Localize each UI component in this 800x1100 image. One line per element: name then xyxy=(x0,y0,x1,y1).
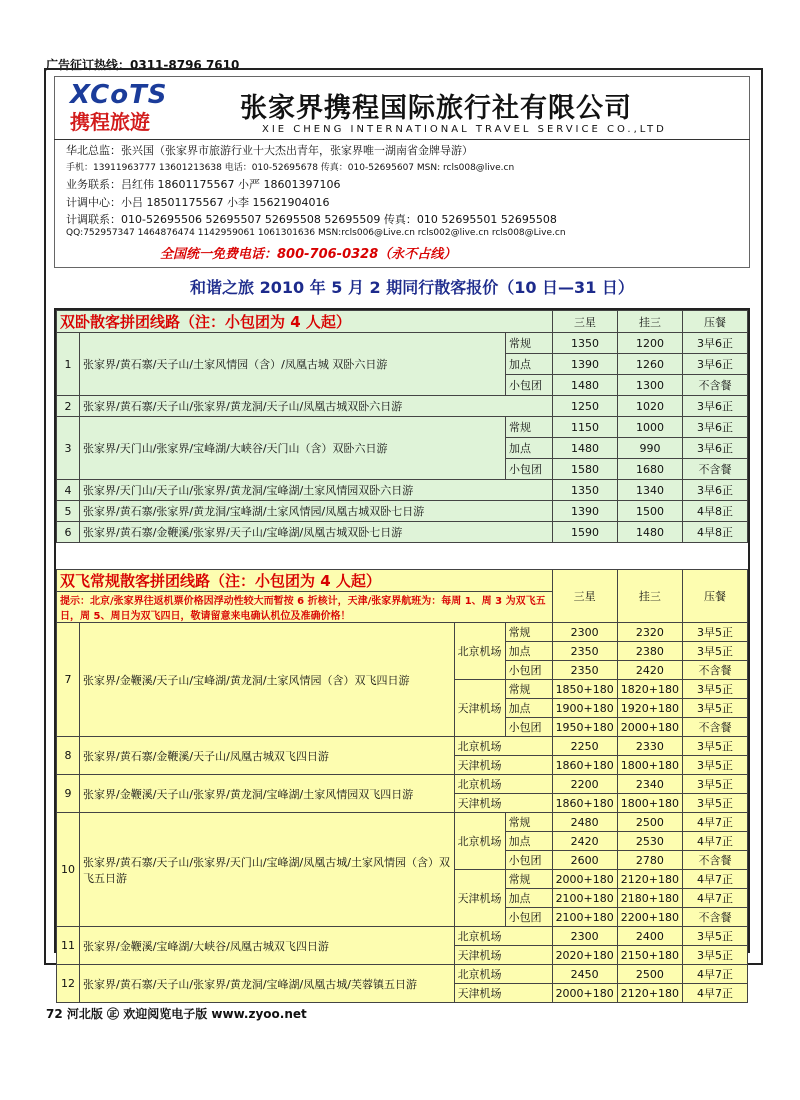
route-name: 张家界/黄石寨/张家界/黄龙洞/宝峰湖/土家风情园/凤凰古城双卧七日游 xyxy=(80,501,553,522)
price-cell: 1000 xyxy=(618,417,683,438)
row-number: 5 xyxy=(57,501,80,522)
tier-label: 加点 xyxy=(505,832,552,851)
price-cell: 2420 xyxy=(617,661,682,680)
contact-line: 业务联系：吕红伟 18601175567 小严 18601397106 xyxy=(66,178,341,191)
company-name: 张家界携程国际旅行社有限公司 xyxy=(240,93,632,124)
tier-label: 小包团 xyxy=(506,459,553,480)
divider xyxy=(54,139,750,140)
price-cell: 2020+180 xyxy=(552,946,617,965)
price-cell: 1480 xyxy=(618,522,683,543)
price-cell: 1920+180 xyxy=(617,699,682,718)
departure-city: 北京机场 xyxy=(454,813,505,870)
tier-label: 常规 xyxy=(505,680,552,699)
route-name: 张家界/黄石寨/天子山/张家界/天门山/宝峰湖/凤凰古城/土家风情园（含）双飞五日游 xyxy=(80,813,455,927)
price-cell: 3早6正 xyxy=(683,417,748,438)
departure-city: 天津机场 xyxy=(454,756,552,775)
price-cell: 2330 xyxy=(617,737,682,756)
price-cell: 1800+180 xyxy=(617,794,682,813)
price-cell: 1260 xyxy=(618,354,683,375)
price-cell: 3早5正 xyxy=(683,699,748,718)
price-cell: 1800+180 xyxy=(617,756,682,775)
price-cell: 2420 xyxy=(552,832,617,851)
route-name: 张家界/金鞭溪/宝峰湖/大峡谷/凤凰古城双飞四日游 xyxy=(80,927,455,965)
price-cell: 2150+180 xyxy=(617,946,682,965)
price-cell: 2450 xyxy=(552,965,617,984)
tier-label: 小包团 xyxy=(505,908,552,927)
price-cell: 2400 xyxy=(617,927,682,946)
free-hotline: 全国统一免费电话：800-706-0328（永不占线） xyxy=(160,247,457,262)
price-cell: 3早5正 xyxy=(683,946,748,965)
price-cell: 1150 xyxy=(553,417,618,438)
price-cell: 4早7正 xyxy=(683,965,748,984)
price-cell: 3早6正 xyxy=(683,333,748,354)
price-cell: 4早7正 xyxy=(683,832,748,851)
route-name: 张家界/金鞭溪/天子山/宝峰湖/黄龙洞/土家风情园（含）双飞四日游 xyxy=(80,623,455,737)
price-cell: 2120+180 xyxy=(617,984,682,1003)
price-cell: 2340 xyxy=(617,775,682,794)
price-cell: 3早5正 xyxy=(683,794,748,813)
price-cell: 不含餐 xyxy=(683,908,748,927)
tier-label: 加点 xyxy=(506,438,553,459)
price-cell: 1820+180 xyxy=(617,680,682,699)
price-cell: 2180+180 xyxy=(617,889,682,908)
departure-city: 北京机场 xyxy=(454,965,552,984)
price-cell: 4早8正 xyxy=(683,501,748,522)
col-head: 压餐 xyxy=(683,311,748,333)
contact-line: 计调中心：小吕 18501175567 小李 15621904016 xyxy=(66,196,330,209)
col-head: 三星 xyxy=(553,311,618,333)
tier-label: 小包团 xyxy=(505,718,552,737)
price-cell: 4早7正 xyxy=(683,870,748,889)
contact-line: 手机：13911963777 13601213638 电话：010-52695678 传真：010-52695607 MSN: rcls008@live.cn xyxy=(66,163,515,173)
row-number: 3 xyxy=(57,417,80,480)
price-cell: 1680 xyxy=(618,459,683,480)
price-cell: 不含餐 xyxy=(683,375,748,396)
price-cell: 不含餐 xyxy=(683,851,748,870)
price-cell: 3早5正 xyxy=(683,756,748,775)
price-cell: 2350 xyxy=(552,661,617,680)
row-number: 9 xyxy=(57,775,80,813)
route-name: 张家界/黄石寨/天子山/土家风情园（含）/凤凰古城 双卧六日游 xyxy=(80,333,506,396)
contact-line: QQ:752957347 1464876474 1142959061 1061301636 MSN:rcls006@Live.cn rcls002@live.cn rcls008@Live.cn xyxy=(66,228,566,238)
flight-notice: 提示：北京/张家界往返机票价格因浮动性较大而暂按 6 折核计，天津/张家界航班为：每周 1、周 3 为双飞五日，周 5、周日为双飞四日，敬请留意来电确认机位及准确价格！ xyxy=(57,592,553,623)
price-cell: 3早5正 xyxy=(683,737,748,756)
price-cell: 1350 xyxy=(553,480,618,501)
price-cell: 1860+180 xyxy=(552,794,617,813)
departure-city: 天津机场 xyxy=(454,946,552,965)
price-cell: 3早6正 xyxy=(683,438,748,459)
contact-line: 华北总监：张兴国（张家界市旅游行业十大杰出青年，张家界唯一湖南省金牌导游） xyxy=(66,144,473,157)
row-number: 4 xyxy=(57,480,80,501)
price-cell: 3早5正 xyxy=(683,775,748,794)
price-cell: 2780 xyxy=(617,851,682,870)
price-cell: 2120+180 xyxy=(617,870,682,889)
price-cell: 不含餐 xyxy=(683,661,748,680)
departure-city: 天津机场 xyxy=(454,870,505,927)
tier-label: 常规 xyxy=(506,417,553,438)
price-cell: 2000+180 xyxy=(552,984,617,1003)
price-table-sleeper xyxy=(56,310,748,543)
tier-label: 小包团 xyxy=(506,375,553,396)
price-cell: 3早5正 xyxy=(683,642,748,661)
price-cell: 不含餐 xyxy=(683,718,748,737)
col-head: 三星 xyxy=(552,570,617,623)
brand-logo xyxy=(70,80,210,134)
company-english: XIE CHENG INTERNATIONAL TRAVEL SERVICE CO.,LTD xyxy=(262,124,667,135)
row-number: 2 xyxy=(57,396,80,417)
price-cell: 2350 xyxy=(552,642,617,661)
price-cell: 1590 xyxy=(553,522,618,543)
price-cell: 1020 xyxy=(618,396,683,417)
route-name: 张家界/黄石寨/天子山/张家界/黄龙洞/天子山/凤凰古城双卧六日游 xyxy=(80,396,553,417)
departure-city: 北京机场 xyxy=(454,737,552,756)
price-cell: 2500 xyxy=(617,965,682,984)
row-number: 12 xyxy=(57,965,80,1003)
row-number: 11 xyxy=(57,927,80,965)
price-cell: 1390 xyxy=(553,354,618,375)
tier-label: 常规 xyxy=(505,813,552,832)
route-name: 张家界/金鞭溪/天子山/张家界/黄龙洞/宝峰湖/土家风情园双飞四日游 xyxy=(80,775,455,813)
price-cell: 2250 xyxy=(552,737,617,756)
price-cell: 2200+180 xyxy=(617,908,682,927)
page-footer: 72 河北版 ㊣ 欢迎阅览电子版 www.zyoo.net xyxy=(46,1007,307,1021)
row-number: 1 xyxy=(57,333,80,396)
price-cell: 3早5正 xyxy=(683,927,748,946)
price-cell: 1350 xyxy=(553,333,618,354)
departure-city: 北京机场 xyxy=(454,623,505,680)
section-double-flight xyxy=(56,569,748,1003)
price-cell: 2000+180 xyxy=(552,870,617,889)
tier-label: 加点 xyxy=(505,699,552,718)
route-name: 张家界/黄石寨/天子山/张家界/黄龙洞/宝峰湖/凤凰古城/芙蓉镇五日游 xyxy=(80,965,455,1003)
price-cell: 1480 xyxy=(553,438,618,459)
price-cell: 3早6正 xyxy=(683,480,748,501)
departure-city: 北京机场 xyxy=(454,927,552,946)
tier-label: 常规 xyxy=(506,333,553,354)
price-cell: 2200 xyxy=(552,775,617,794)
price-cell: 不含餐 xyxy=(683,459,748,480)
row-number: 10 xyxy=(57,813,80,927)
col-head: 压餐 xyxy=(683,570,748,623)
page-title: 和谐之旅 2010 年 5 月 2 期同行散客报价（10 日—31 日） xyxy=(190,278,634,297)
contact-line: 计调联系：010-52695506 52695507 52695508 52695509 传真：010 52695501 52695508 xyxy=(66,213,557,226)
departure-city: 天津机场 xyxy=(454,984,552,1003)
tier-label: 加点 xyxy=(505,889,552,908)
departure-city: 天津机场 xyxy=(454,794,552,813)
price-table-flight xyxy=(56,569,748,1003)
price-cell: 2100+180 xyxy=(552,889,617,908)
price-cell: 4早8正 xyxy=(683,522,748,543)
price-cell: 1390 xyxy=(553,501,618,522)
departure-city: 北京机场 xyxy=(454,775,552,794)
route-name: 张家界/黄石寨/金鞭溪/张家界/天子山/宝峰湖/凤凰古城双卧七日游 xyxy=(80,522,553,543)
price-cell: 1580 xyxy=(553,459,618,480)
price-cell: 1900+180 xyxy=(552,699,617,718)
price-cell: 2320 xyxy=(617,623,682,642)
tier-label: 小包团 xyxy=(505,661,552,680)
ad-hotline: 广告征订热线：0311-8796 7610 xyxy=(46,58,240,72)
section1-heading: 双卧散客拼团线路（注：小包团为 4 人起） xyxy=(57,311,553,333)
price-cell: 2530 xyxy=(617,832,682,851)
tier-label: 小包团 xyxy=(505,851,552,870)
section2-heading: 双飞常规散客拼团线路（注：小包团为 4 人起） xyxy=(57,570,553,592)
tier-label: 常规 xyxy=(505,870,552,889)
departure-city: 天津机场 xyxy=(454,680,505,737)
row-number: 7 xyxy=(57,623,80,737)
section-double-sleeper xyxy=(56,310,748,543)
price-cell: 2380 xyxy=(617,642,682,661)
row-number: 6 xyxy=(57,522,80,543)
price-cell: 1480 xyxy=(553,375,618,396)
price-cell: 1860+180 xyxy=(552,756,617,775)
logo-latin: XCoTS xyxy=(70,80,168,110)
route-name: 张家界/黄石寨/金鞭溪/天子山/凤凰古城双飞四日游 xyxy=(80,737,455,775)
price-cell: 2480 xyxy=(552,813,617,832)
price-cell: 2600 xyxy=(552,851,617,870)
col-head: 挂三 xyxy=(617,570,682,623)
tier-label: 常规 xyxy=(505,623,552,642)
price-cell: 4早7正 xyxy=(683,813,748,832)
route-name: 张家界/天门山/张家界/宝峰湖/大峡谷/天门山（含）双卧六日游 xyxy=(80,417,506,480)
price-cell: 990 xyxy=(618,438,683,459)
price-cell: 1500 xyxy=(618,501,683,522)
price-cell: 3早5正 xyxy=(683,623,748,642)
price-cell: 1200 xyxy=(618,333,683,354)
route-name: 张家界/天门山/天子山/张家界/黄龙洞/宝峰湖/土家风情园双卧六日游 xyxy=(80,480,553,501)
price-cell: 2300 xyxy=(552,623,617,642)
price-cell: 3早6正 xyxy=(683,354,748,375)
price-cell: 2500 xyxy=(617,813,682,832)
row-number: 8 xyxy=(57,737,80,775)
price-cell: 1340 xyxy=(618,480,683,501)
price-cell: 3早6正 xyxy=(683,396,748,417)
tier-label: 加点 xyxy=(505,642,552,661)
price-cell: 1300 xyxy=(618,375,683,396)
price-cell: 4早7正 xyxy=(683,984,748,1003)
price-cell: 3早5正 xyxy=(683,680,748,699)
price-cell: 4早7正 xyxy=(683,889,748,908)
tier-label: 加点 xyxy=(506,354,553,375)
logo-chinese: 携程旅遊 xyxy=(70,110,150,134)
col-head: 挂三 xyxy=(618,311,683,333)
price-cell: 1950+180 xyxy=(552,718,617,737)
price-cell: 1850+180 xyxy=(552,680,617,699)
price-cell: 2300 xyxy=(552,927,617,946)
price-cell: 2100+180 xyxy=(552,908,617,927)
price-cell: 1250 xyxy=(553,396,618,417)
price-cell: 2000+180 xyxy=(617,718,682,737)
